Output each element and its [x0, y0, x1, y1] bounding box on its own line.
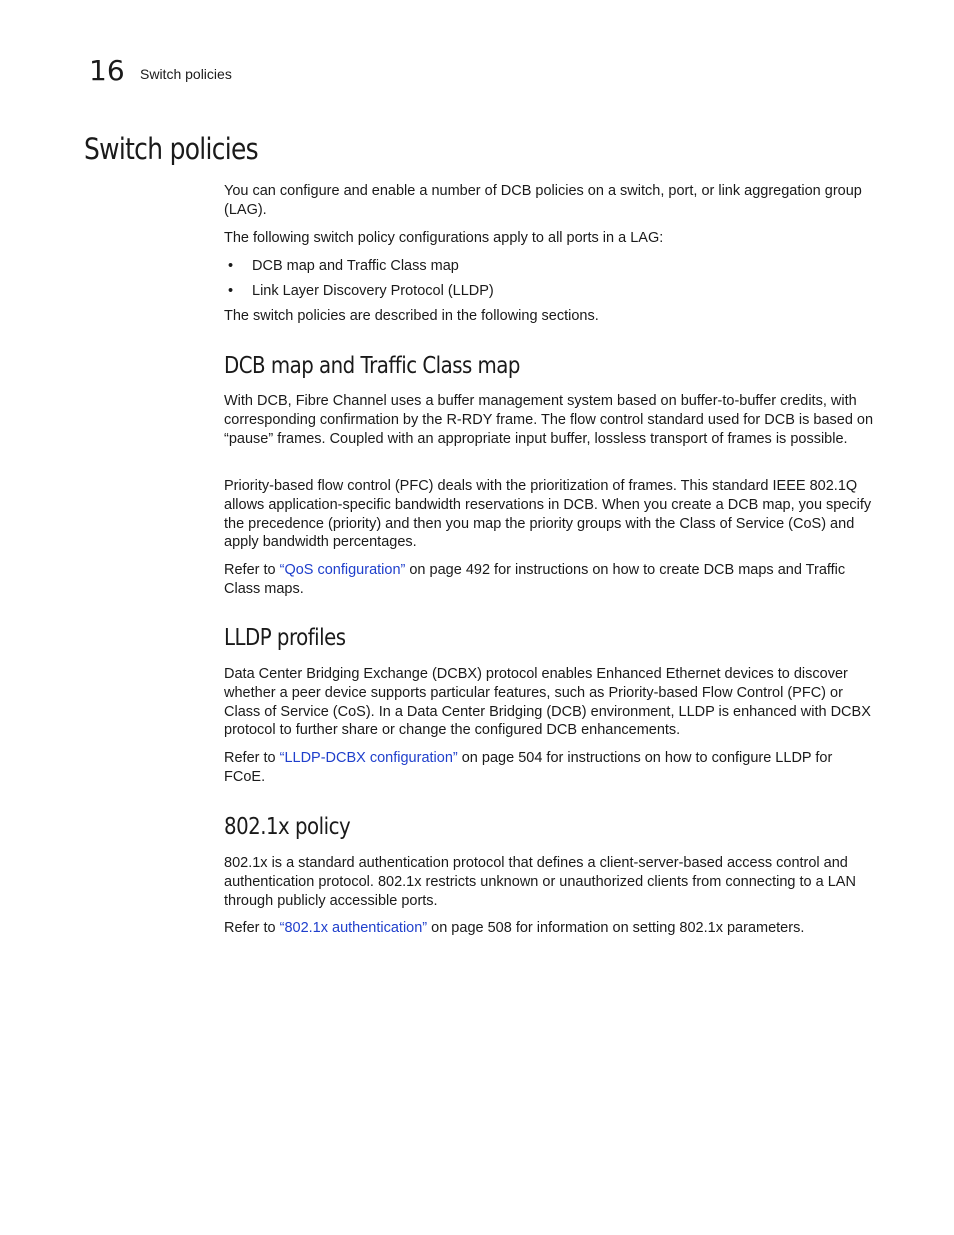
intro-paragraph-1: You can configure and enable a number of DCB policies on a switch, port, or link aggregation group (LAG).	[224, 183, 862, 218]
ref-prefix: Refer to	[224, 562, 280, 578]
intro-paragraph-2: The following switch policy configurations apply to all ports in a LAG:	[224, 230, 664, 246]
page-title: Switch policies	[84, 132, 259, 166]
ref-suffix: on page 492 for instructions on how to create DCB maps and Traffic Class maps.	[224, 562, 846, 597]
qos-configuration-link[interactable]: “QoS configuration”	[279, 562, 406, 578]
chapter-title: Switch policies	[140, 66, 232, 82]
list-item-label: Link Layer Discovery Protocol (LLDP)	[252, 283, 494, 299]
ref-suffix: on page 504 for instructions on how to configure LLDP for FCoE.	[224, 750, 833, 785]
dot1x-reference	[224, 919, 874, 938]
bullet-icon: •	[228, 283, 234, 299]
section-heading-lldp: LLDP profiles	[224, 625, 346, 651]
bullet-icon: •	[228, 258, 234, 274]
lldp-reference	[224, 749, 874, 787]
dcb-paragraph-1: With DCB, Fibre Channel uses a buffer management system based on buffer-to-buffer credits, with corresponding confirmation by the R-RDY frame. The flow control standard used for DCB is based on “pause” frames. Coupled with an appropriate input buffer, lossless transport of frames is possible.	[224, 393, 874, 447]
dot1x-authentication-link[interactable]: “802.1x authentication”	[279, 920, 428, 936]
dcb-reference	[224, 561, 874, 599]
intro-paragraph-3: The switch policies are described in the following sections.	[224, 308, 599, 324]
ref-suffix: on page 508 for information on setting 802.1x parameters.	[427, 920, 805, 936]
ref-prefix: Refer to	[224, 750, 280, 766]
dcb-paragraph-2: Priority-based flow control (PFC) deals with the prioritization of frames. This standard IEEE 802.1Q allows application-specific bandwidth reservations in DCB. When you create a DCB map, you specify the precedence (priority) and then you map the priority groups with the Class of Service (CoS) and apply bandwidth percentages.	[224, 478, 872, 551]
list-item-label: DCB map and Traffic Class map	[252, 258, 459, 274]
dot1x-paragraph-1: 802.1x is a standard authentication protocol that defines a client-server-based access control and authentication protocol. 802.1x restricts unknown or unauthorized clients from connecting to a LAN through publicly accessible ports.	[224, 855, 856, 909]
chapter-number: 16	[89, 54, 125, 87]
section-heading-dot1x: 802.1x policy	[224, 814, 351, 840]
ref-prefix: Refer to	[224, 920, 280, 936]
lldp-dcbx-configuration-link[interactable]: “LLDP-DCBX configuration”	[279, 750, 458, 766]
lldp-paragraph-1: Data Center Bridging Exchange (DCBX) protocol enables Enhanced Ethernet devices to discover whether a peer device supports particular features, such as Priority-based Flow Control (PFC) or Class of Service (CoS). In a Data Center Bridging (DCB) environment, LLDP is enhanced with DCBX protocol to further share or change the configured DCB enhancements.	[224, 666, 871, 739]
section-heading-dcb: DCB map and Traffic Class map	[224, 353, 520, 379]
